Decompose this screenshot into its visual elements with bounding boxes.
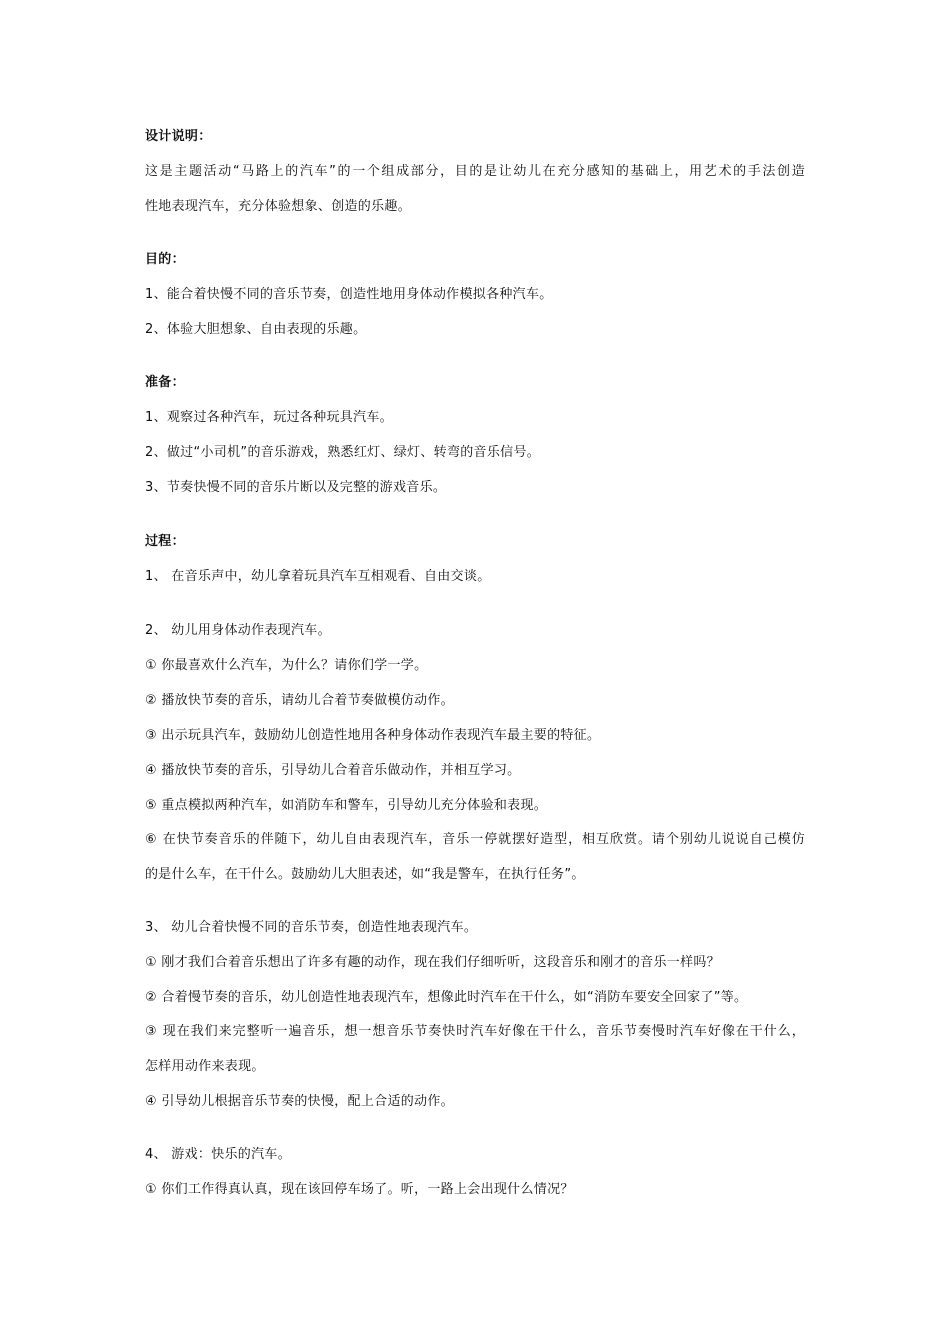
goals-item-2: 2、体验大胆想象、自由表现的乐趣。 [145, 322, 367, 337]
step-3-item-3-line-1: ③ 现在我们来完整听一遍音乐，想一想音乐节奏快时汽车好像在干什么，音乐节奏慢时汽车好像在干什么， [145, 1024, 805, 1039]
prep-item-1: 1、观察过各种汽车，玩过各种玩具汽车。 [145, 410, 393, 425]
goals-heading: 目的： [145, 252, 185, 267]
design-text-line-2: 性地表现汽车，充分体验想象、创造的乐趣。 [145, 199, 412, 214]
step-3-item-2: ② 合着慢节奏的音乐，幼儿创造性地表现汽车，想像此时汽车在干什么，如“消防车要安全回家了”等。 [145, 990, 748, 1005]
step-2-item-5: ⑤ 重点模拟两种汽车，如消防车和警车，引导幼儿充分体验和表现。 [145, 798, 548, 813]
step-3-item-3-line-2: 怎样用动作来表现。 [145, 1059, 265, 1074]
step-2-item-4: ④ 播放快节奏的音乐，引导幼儿合着音乐做动作，并相互学习。 [145, 763, 521, 778]
process-step-4-title: 4、 游戏：快乐的汽车。 [145, 1147, 292, 1162]
step-4-item-1: ① 你们工作得真认真，现在该回停车场了。听，一路上会出现什么情况？ [145, 1182, 574, 1197]
prep-heading: 准备： [145, 375, 185, 390]
process-step-1: 1、 在音乐声中，幼儿拿着玩具汽车互相观看、自由交谈。 [145, 569, 491, 584]
design-heading: 设计说明： [145, 129, 212, 144]
process-step-2-title: 2、 幼儿用身体动作表现汽车。 [145, 623, 331, 638]
step-2-item-3: ③ 出示玩具汽车，鼓励幼儿创造性地用各种身体动作表现汽车最主要的特征。 [145, 728, 601, 743]
step-3-item-4: ④ 引导幼儿根据音乐节奏的快慢，配上合适的动作。 [145, 1094, 454, 1109]
process-step-3-title: 3、 幼儿合着快慢不同的音乐节奏，创造性地表现汽车。 [145, 920, 478, 935]
step-2-item-1: ① 你最喜欢什么汽车，为什么？请你们学一学。 [145, 658, 428, 673]
process-heading: 过程： [145, 534, 185, 549]
step-2-item-2: ② 播放快节奏的音乐，请幼儿合着节奏做模仿动作。 [145, 693, 454, 708]
step-3-item-1: ① 刚才我们合着音乐想出了许多有趣的动作，现在我们仔细听听，这段音乐和刚才的音乐一样吗？ [145, 955, 720, 970]
step-2-item-6-line-1: ⑥ 在快节奏音乐的伴随下，幼儿自由表现汽车，音乐一停就摆好造型，相互欣赏。请个别幼儿说说自己模仿 [145, 832, 805, 847]
design-text-line-1: 这是主题活动“马路上的汽车”的一个组成部分，目的是让幼儿在充分感知的基础上，用艺术的手法创造 [145, 164, 805, 179]
goals-item-1: 1、能合着快慢不同的音乐节奏，创造性地用身体动作模拟各种汽车。 [145, 287, 553, 302]
prep-item-3: 3、节奏快慢不同的音乐片断以及完整的游戏音乐。 [145, 480, 447, 495]
step-2-item-6-line-2: 的是什么车，在干什么。鼓励幼儿大胆表述，如“我是警车，在执行任务”。 [145, 867, 585, 882]
prep-item-2: 2、做过“小司机”的音乐游戏，熟悉红灯、绿灯、转弯的音乐信号。 [145, 445, 541, 460]
